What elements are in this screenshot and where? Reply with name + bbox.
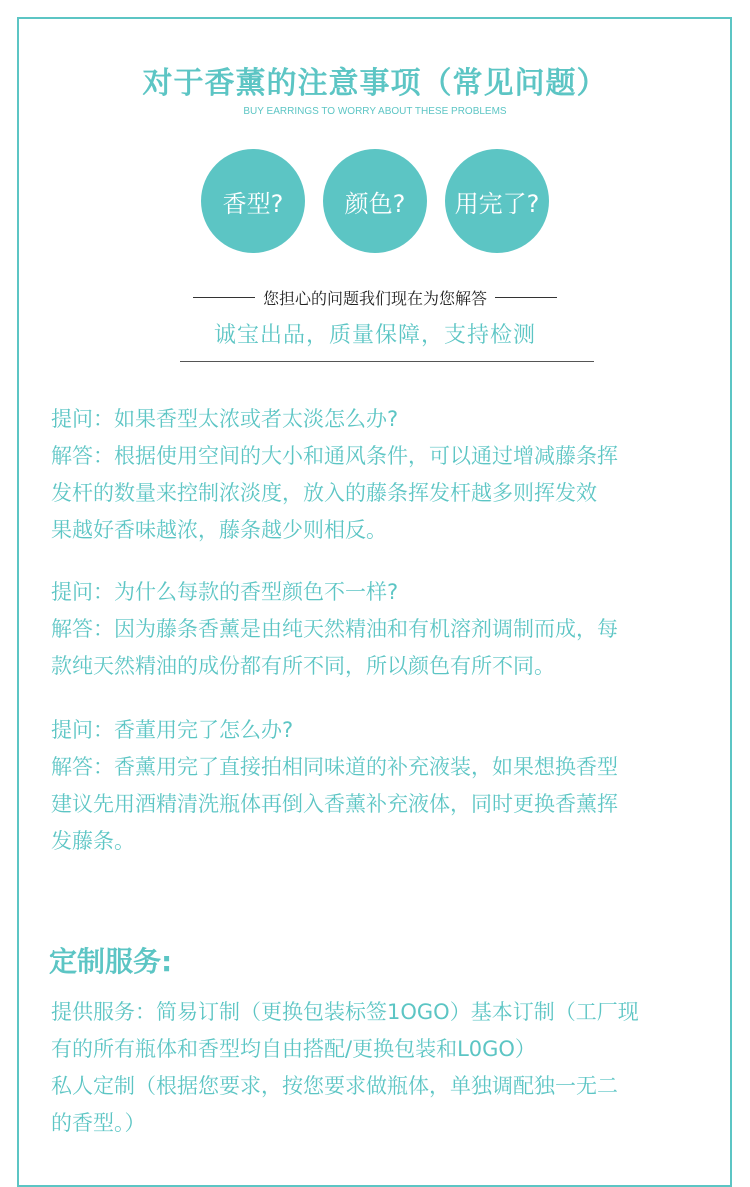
faq-question: 提问：如果香型太浓或者太淡怎么办?	[51, 407, 399, 431]
faq-answer-line: 解答：根据使用空间的大小和通风条件，可以通过增减藤条挥	[51, 444, 618, 468]
promise-line	[0, 286, 750, 309]
faq-answer-line: 解答：因为藤条香薰是由纯天然精油和有机溶剂调制而成，每	[51, 617, 618, 641]
page-title: 对于香薰的注意事项（常见问题）	[142, 66, 608, 101]
circle-used-up: 用完了?	[445, 149, 549, 253]
service-line: 有的所有瓶体和香型均自由搭配/更换包装和L0GO）	[51, 1037, 536, 1061]
page-subtitle: BUY EARRINGS TO WORRY ABOUT THESE PROBLEMS	[243, 106, 507, 117]
divider-right	[495, 297, 557, 298]
circle-color: 颜色?	[323, 149, 427, 253]
promise-text: 您担心的问题我们现在为您解答	[262, 289, 487, 308]
circle-fragrance-type: 香型?	[201, 149, 305, 253]
slogan: 诚宝出品，质量保障，支持检测	[213, 323, 536, 348]
faq-question: 提问：香董用完了怎么办?	[51, 718, 294, 742]
service-line: 私人定制（根据您要求，按您要求做瓶体，单独调配独一无二	[51, 1074, 618, 1098]
divider-left	[193, 297, 255, 298]
faq-question: 提问：为什么每款的香型颜色不一样?	[51, 580, 399, 604]
service-body	[51, 994, 711, 1142]
service-line: 提供服务：简易订制（更换包装标签1OGO）基本订制（工厂现	[51, 1000, 639, 1024]
topic-circles	[0, 149, 750, 253]
faq-item-1	[51, 401, 711, 549]
service-title: 定制服务:	[49, 945, 173, 978]
faq-item-3	[51, 712, 711, 860]
service-line: 的香型。）	[51, 1111, 146, 1135]
slogan-divider	[180, 361, 594, 362]
faq-item-2	[51, 574, 711, 685]
faq-answer-line: 果越好香味越浓，藤条越少则相反。	[51, 518, 387, 542]
faq-answer-line: 款纯天然精油的成份都有所不同，所以颜色有所不同。	[51, 654, 555, 678]
faq-answer-line: 建议先用酒精清洗瓶体再倒入香薰补充液体，同时更换香薰挥	[51, 792, 618, 816]
faq-answer-line: 发杆的数量来控制浓淡度，放入的藤条挥发杆越多则挥发效	[51, 481, 597, 505]
faq-answer-line: 解答：香薰用完了直接拍相同味道的补充液装，如果想换香型	[51, 755, 618, 779]
faq-answer-line: 发藤条。	[51, 829, 135, 853]
